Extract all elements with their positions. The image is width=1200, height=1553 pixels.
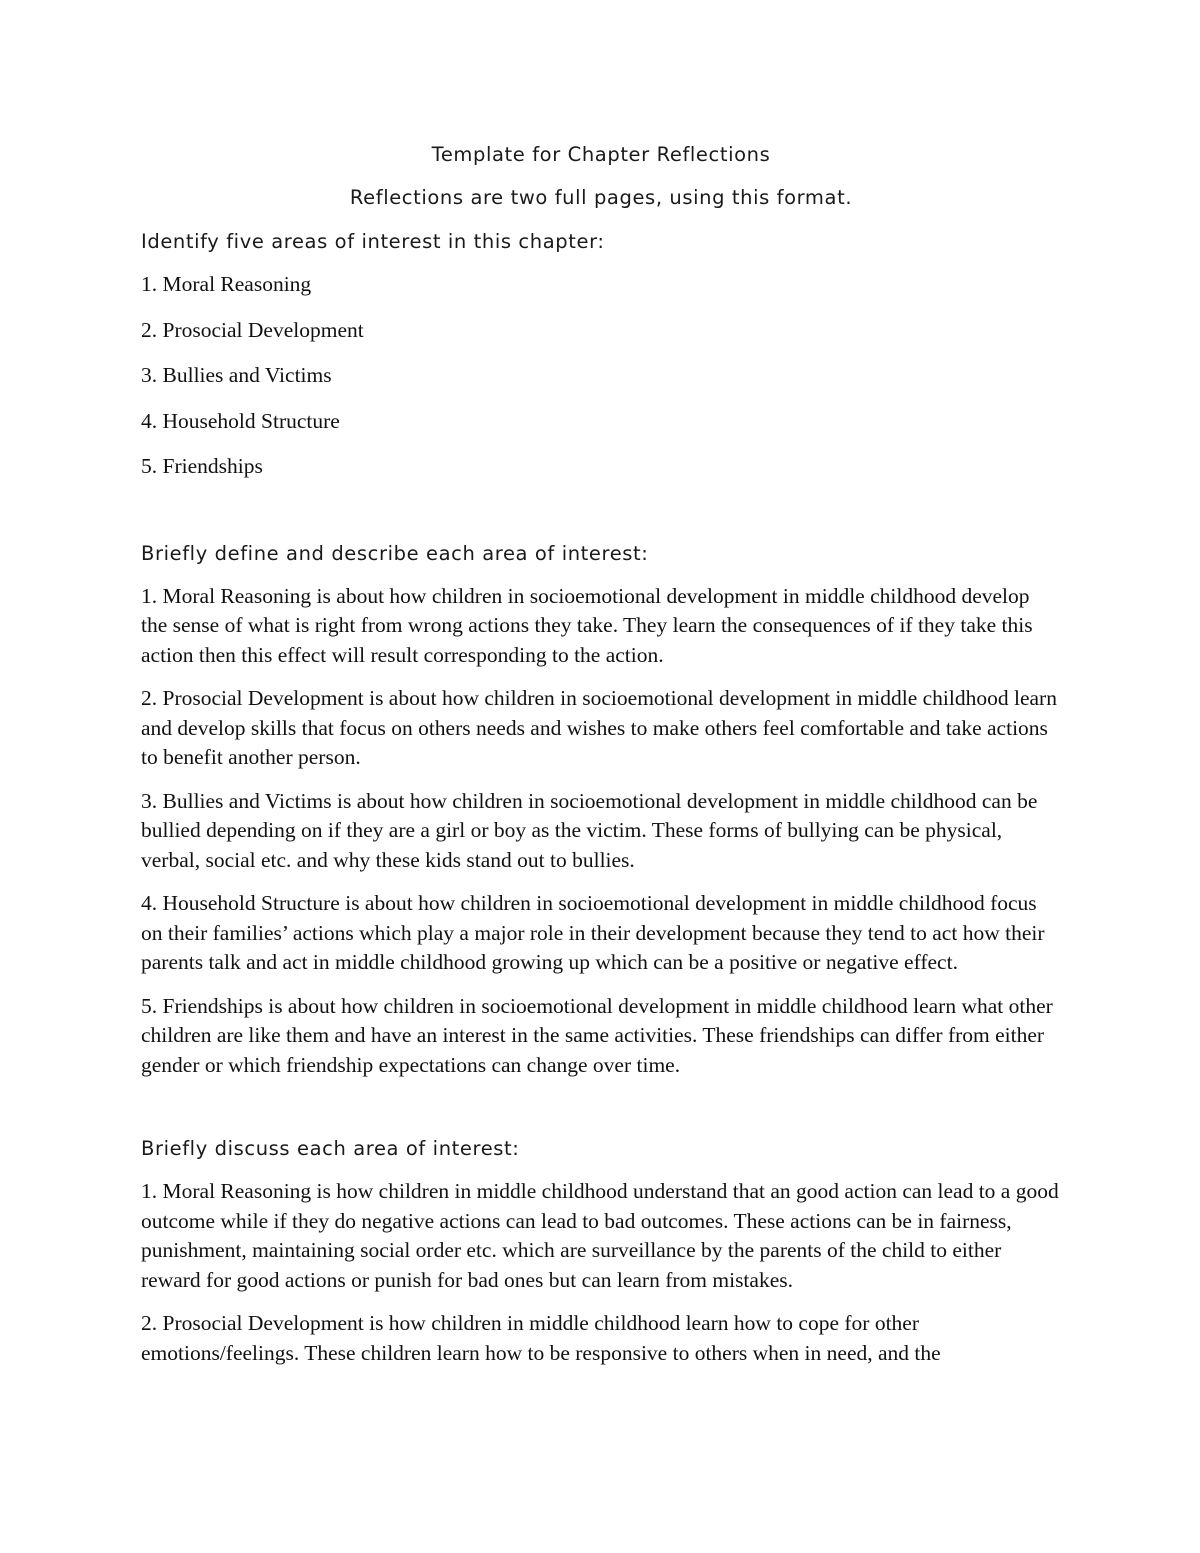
document-page [141, 140, 1061, 1382]
section-heading-define: Briefly define and describe each area of interest: [141, 541, 649, 565]
section-heading-identify: Identify five areas of interest in this chapter: [141, 230, 605, 253]
section-heading-discuss: Briefly discuss each area of interest: [141, 1137, 520, 1160]
list-item: 5. Friendships [141, 454, 263, 478]
discussion-paragraph: 2. Prosocial Development is how children in middle childhood learn how to cope for other emotions/feelings. These children learn how to be responsive to others when in need, and the [141, 1311, 941, 1365]
list-item: 1. Moral Reasoning [141, 272, 312, 296]
definition-paragraph: 5. Friendships is about how children in socioemotional development in middle childhood learn what other children are like them and have an interest in the same activities. These friendships can differ from either gender or which friendship expectations can change over time. [141, 993, 1053, 1077]
list-item: 3. Bullies and Victims [141, 363, 332, 387]
definition-paragraph: 3. Bullies and Victims is about how children in socioemotional development in middle childhood can be bullied depending on if they are a girl or boy as the victim. These forms of bullying can be physical, verbal, social etc. and why these kids stand out to bullies. [141, 788, 1038, 872]
discussion-paragraph: 1. Moral Reasoning is how children in middle childhood understand that an good action can lead to a good outcome while if they do negative actions can lead to bad outcomes. These actions can be in fairness, punishment, maintaining social order etc. which are surveillance by the parents of the child to either reward for good actions or punish for bad ones but can learn from mistakes. [141, 1179, 1059, 1292]
areas-of-interest-list [141, 270, 1061, 482]
discussion-section [141, 1177, 1061, 1368]
definition-paragraph: 4. Household Structure is about how children in socioemotional development in middle childhood focus on their families’ actions which play a major role in their development because they tend to act how their parents talk and act in middle childhood growing up which can be a positive or negative effect. [141, 891, 1045, 974]
definition-paragraph: 2. Prosocial Development is about how children in socioemotional development in middle childhood learn and develop skills that focus on others needs and wishes to make others feel comfortable and take actions to benefit another person. [141, 686, 1057, 769]
definitions-section [141, 582, 1061, 1081]
list-item: 2. Prosocial Development [141, 317, 364, 342]
document-subtitle: Reflections are two full pages, using this format. [349, 186, 853, 209]
spacer [141, 498, 1061, 539]
spacer [141, 1094, 1061, 1134]
list-item: 4. Household Structure [141, 408, 340, 433]
definition-paragraph: 1. Moral Reasoning is about how children in socioemotional development in middle childhood develop the sense of what is right from wrong actions they take. They learn the consequences of if they take this action then this effect will result corresponding to the action. [141, 583, 1033, 667]
document-title: Template for Chapter Reflections [431, 143, 771, 166]
